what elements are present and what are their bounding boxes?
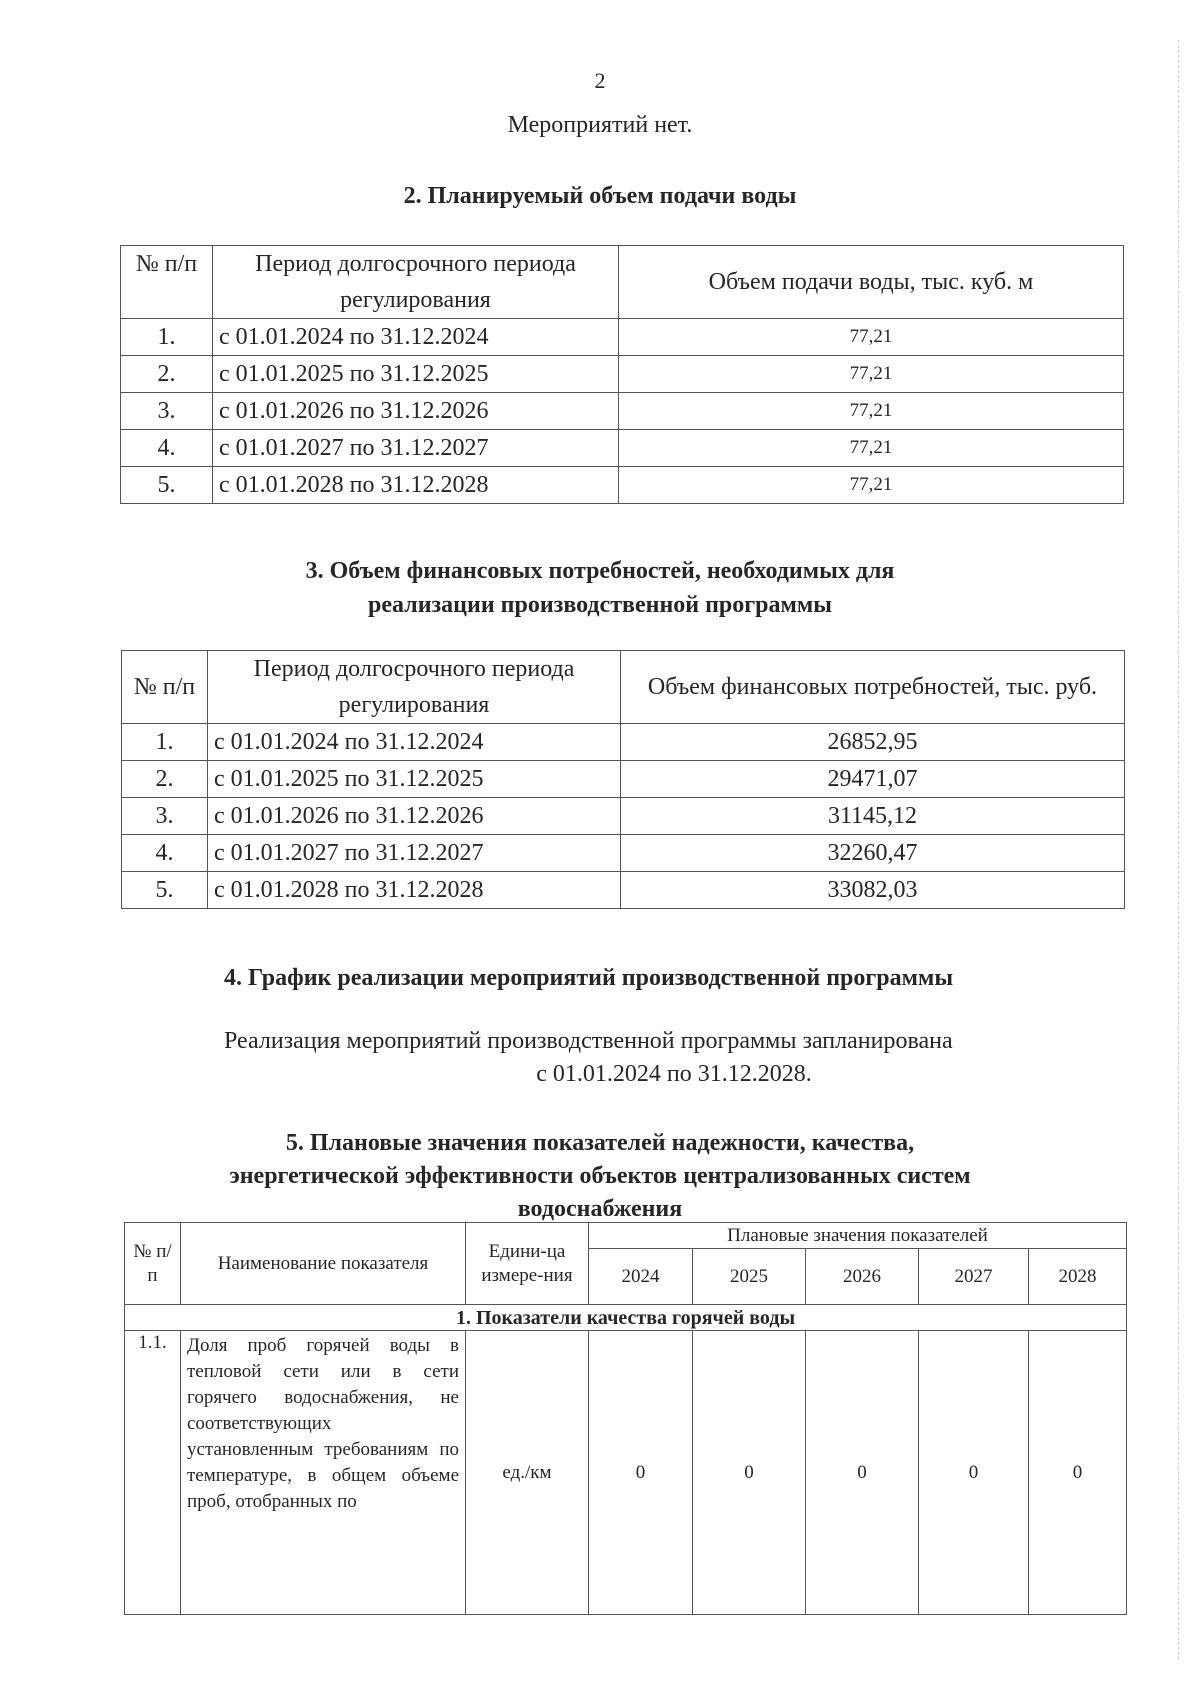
section-5-title-line2: энергетической эффективности объектов централизованных систем [229,1163,971,1189]
table-row [122,835,1125,872]
row-num: 1.1. [125,1331,181,1615]
row-period: с 01.01.2027 по 31.12.2027 [208,835,621,872]
row-value: 26852,95 [621,724,1125,761]
no-events-text: Мероприятий нет. [507,112,693,138]
row-value: 77,21 [619,393,1124,430]
header-value: Объем подачи воды, тыс. куб. м [619,246,1124,319]
scan-edge-line [1178,40,1180,1660]
row-num: 1. [121,319,213,356]
header-name: Наименование показателя [181,1223,466,1305]
row-period: с 01.01.2024 по 31.12.2024 [213,319,619,356]
row-value: 77,21 [619,356,1124,393]
section-5-title-line3: водоснабжения [517,1196,683,1222]
row-period: с 01.01.2027 по 31.12.2027 [213,430,619,467]
section-4-title: 4. График реализации мероприятий производственной программы [224,965,954,991]
row-num: 5. [122,872,208,909]
header-year: 2027 [919,1249,1029,1305]
header-year: 2024 [589,1249,693,1305]
row-num: 2. [122,761,208,798]
header-period: Период долгосрочного периода регулирования [208,651,621,724]
section-4-text-line2: с 01.01.2024 по 31.12.2028. [536,1061,812,1087]
row-num: 4. [122,835,208,872]
table-header-row [125,1223,1127,1249]
row-num: 2. [121,356,213,393]
header-period: Период долгосрочного периода регулирования [213,246,619,319]
row-period: с 01.01.2024 по 31.12.2024 [208,724,621,761]
row-value: 0 [806,1331,919,1615]
page-number: 2 [594,68,606,93]
row-period: с 01.01.2026 по 31.12.2026 [213,393,619,430]
table-header-row [121,246,1124,319]
table-row [122,724,1125,761]
table-row [121,319,1124,356]
header-num: № п/п [125,1223,181,1305]
row-num: 5. [121,467,213,504]
section-3-title-line1: 3. Объем финансовых потребностей, необходимых для [305,558,895,584]
row-value: 0 [919,1331,1029,1615]
header-plan: Плановые значения показателей [589,1223,1127,1249]
row-value: 31145,12 [621,798,1125,835]
subsection-title: 1. Показатели качества горячей воды [125,1305,1127,1331]
row-value: 77,21 [619,319,1124,356]
table-row [122,872,1125,909]
table-row [121,393,1124,430]
row-num: 1. [122,724,208,761]
header-num: № п/п [122,651,208,724]
indicators-table [124,1222,1127,1615]
row-value: 32260,47 [621,835,1125,872]
water-supply-table [120,245,1124,504]
section-5-title-line1: 5. Плановые значения показателей надежности, качества, [285,1130,915,1156]
header-num: № п/п [121,246,213,319]
row-value: 77,21 [619,467,1124,504]
row-value: 77,21 [619,430,1124,467]
table-row [122,798,1125,835]
header-year: 2025 [693,1249,806,1305]
row-period: с 01.01.2028 по 31.12.2028 [208,872,621,909]
row-value: 33082,03 [621,872,1125,909]
row-num: 3. [121,393,213,430]
section-3-title-line2: реализации производственной программы [368,592,832,618]
header-unit: Едини-ца измере-ния [466,1223,589,1305]
row-period: с 01.01.2025 по 31.12.2025 [213,356,619,393]
header-value: Объем финансовых потребностей, тыс. руб. [621,651,1125,724]
row-period: с 01.01.2025 по 31.12.2025 [208,761,621,798]
row-value: 0 [589,1331,693,1615]
row-unit: ед./км [466,1331,589,1615]
table-row [121,467,1124,504]
row-num: 3. [122,798,208,835]
table-row [122,761,1125,798]
row-name: Доля проб горячей воды в тепловой сети или в сети горячего водоснабжения, не соответствующих установленным требованиям по температуре, в общем объеме проб, отобранных по [181,1331,466,1615]
header-year: 2026 [806,1249,919,1305]
table-header-row [122,651,1125,724]
row-value: 0 [693,1331,806,1615]
subsection-row [125,1305,1127,1331]
row-period: с 01.01.2026 по 31.12.2026 [208,798,621,835]
row-value: 0 [1029,1331,1127,1615]
row-period: с 01.01.2028 по 31.12.2028 [213,467,619,504]
header-year: 2028 [1029,1249,1127,1305]
row-value: 29471,07 [621,761,1125,798]
financial-needs-table [121,650,1125,909]
table-row [125,1331,1127,1615]
table-row [121,430,1124,467]
table-row [121,356,1124,393]
section-2-title: 2. Планируемый объем подачи воды [403,183,797,209]
section-4-text-line1: Реализация мероприятий производственной программы запланирована [224,1028,953,1054]
row-num: 4. [121,430,213,467]
